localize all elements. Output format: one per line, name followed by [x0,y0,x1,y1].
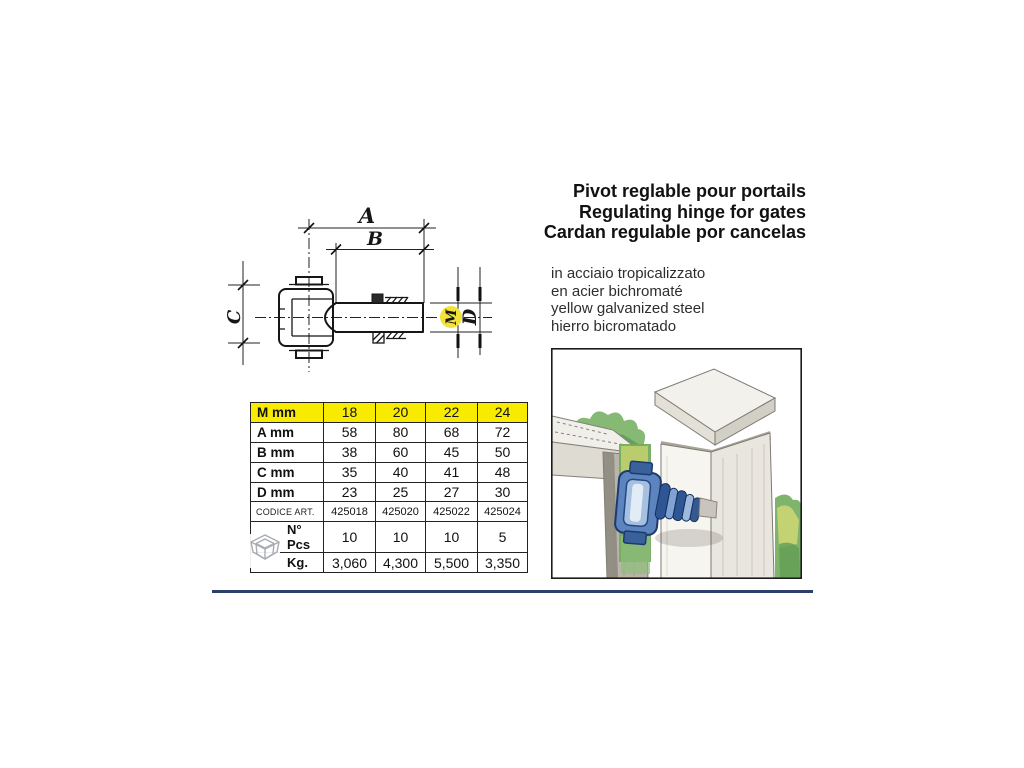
c-value: 41 [426,462,478,482]
d-value: 30 [478,482,528,502]
foliage-right [775,494,801,578]
m-value: 22 [426,403,478,423]
b-value: 60 [376,442,426,462]
row-label-b: B mm [251,442,324,462]
article-code: 425024 [478,502,528,522]
table-row-d [251,482,528,502]
pcs-value: 10 [376,522,426,553]
table-row-codice [251,502,528,522]
c-value: 35 [324,462,376,482]
row-label-kg: Kg. [251,553,324,573]
material-fr: en acier bichromaté [551,282,683,300]
article-code: 425022 [426,502,478,522]
table-row-pcs [251,522,528,553]
d-value: 25 [376,482,426,502]
kg-value: 4,300 [376,553,426,573]
hinge-threaded-rod [325,294,423,343]
row-label-m: M mm [251,403,324,423]
hinge-technical-drawing [215,192,515,397]
row-label-pcs: N° Pcs [251,522,324,553]
table-row-a [251,422,528,442]
dimension-labels [224,203,481,326]
m-value: 20 [376,403,426,423]
pcs-value: 10 [426,522,478,553]
product-title-en: Regulating hinge for gates [578,201,806,222]
kg-value: 5,500 [426,553,478,573]
table-row-kg [251,553,528,573]
product-title-es: Cardan regulable por cancelas [543,222,806,242]
label-C: C [224,309,245,325]
c-value: 40 [376,462,426,482]
material-es: hierro bicromatado [551,317,677,335]
c-value: 48 [478,462,528,482]
row-label-a: A mm [251,422,324,442]
b-value: 45 [426,442,478,462]
table-row-b [251,442,528,462]
product-title-fr: Pivot reglable pour portails [572,181,806,201]
installation-illustration [551,348,802,579]
d-value: 23 [324,482,376,502]
row-label-c: C mm [251,462,324,482]
dimension-lines [228,219,492,365]
bottom-divider-rule [212,590,813,593]
label-B: B [366,228,384,250]
label-D: D [459,308,481,326]
m-value: 24 [478,403,528,423]
table-row-c [251,462,528,482]
label-A: A [358,203,376,228]
material-it: in acciaio tropicalizzato [551,265,706,282]
kg-value: 3,350 [478,553,528,573]
material-description-block [551,265,705,335]
d-value: 27 [426,482,478,502]
a-value: 58 [324,422,376,442]
row-label-d: D mm [251,482,324,502]
row-label-codice: CODICE ART. [251,502,324,522]
pcs-value: 10 [324,522,376,553]
a-value: 72 [478,422,528,442]
m-value: 18 [324,403,376,423]
material-en: yellow galvanized steel [551,300,705,318]
article-code: 425020 [376,502,426,522]
article-code: 425018 [324,502,376,522]
main-post [655,369,775,578]
table-row-m [251,403,528,423]
a-value: 80 [376,422,426,442]
a-value: 68 [426,422,478,442]
kg-value: 3,060 [324,553,376,573]
b-value: 50 [478,442,528,462]
label-M: M [444,309,460,325]
b-value: 38 [324,442,376,462]
dimensions-table [250,402,528,573]
pcs-value: 5 [478,522,528,553]
package-box-icon [249,529,281,571]
